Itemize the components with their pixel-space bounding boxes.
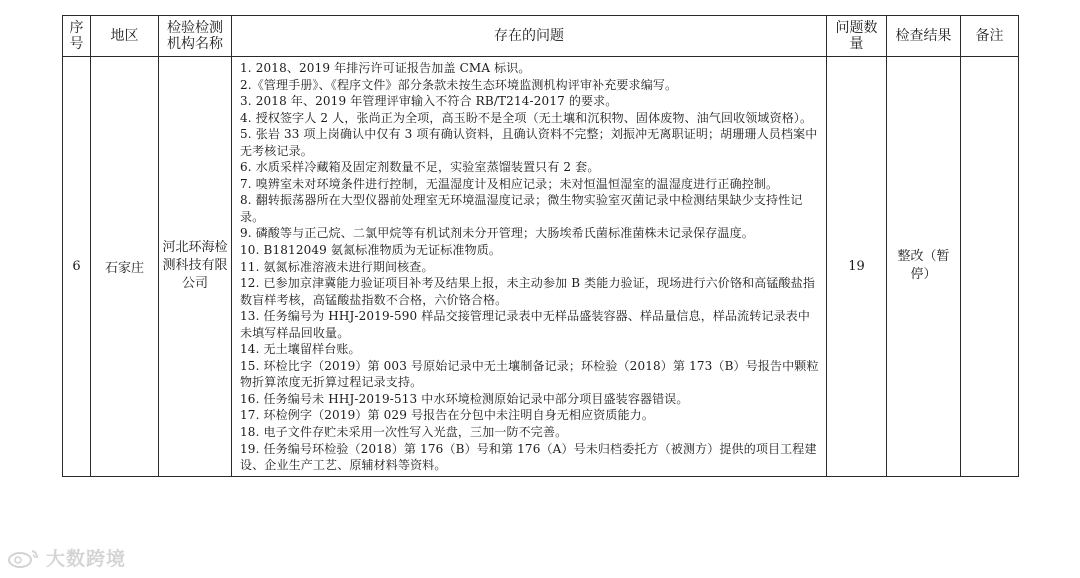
header-region: 地区 xyxy=(91,16,159,57)
problem-item: 4. 授权签字人 2 人，张尚正为全项，高玉盼不是全项（无土壤和沉积物、固体废物、油气回收领域资格）。 xyxy=(240,110,813,125)
cell-problems xyxy=(232,57,827,477)
header-remarks: 备注 xyxy=(961,16,1019,57)
cell-count: 19 xyxy=(827,57,887,477)
problem-item: 2.《管理手册》、《程序文件》部分条款未按生态环境监测机构评审补充要求编写。 xyxy=(240,77,678,92)
header-row xyxy=(63,16,1019,57)
problem-item: 11. 氨氮标准溶液未进行期间核查。 xyxy=(240,259,434,274)
problem-item: 3. 2018 年、2019 年管理评审输入不符合 RB/T214-2017 的要求。 xyxy=(240,94,618,109)
problem-item: 1. 2018、2019 年排污许可证报告加盖 CMA 标识。 xyxy=(240,61,531,75)
watermark-text: 大数跨境 xyxy=(46,548,127,570)
cell-result: 整改（暂停） xyxy=(887,57,961,477)
table-row xyxy=(63,57,1019,477)
problem-item: 14. 无土壤留样台账。 xyxy=(240,342,361,357)
problem-item: 15. 环检比字（2019）第 003 号原始记录中无土壤制备记录；环检验（2018）第 173（B）号报告中颗粒物折算浓度无折算过程记录支持。 xyxy=(240,358,819,390)
watermark xyxy=(6,544,126,571)
problem-list xyxy=(240,60,820,474)
header-result: 检查结果 xyxy=(887,16,961,57)
problem-item: 9. 磷酸等与正己烷、二氯甲烷等有机试剂未分开管理；大肠埃希氏菌标准菌株未记录保存温度。 xyxy=(240,226,754,241)
inspection-table xyxy=(62,15,1019,477)
problem-item: 10. B1812049 氨氮标准物质为无证标准物质。 xyxy=(240,243,502,258)
header-count: 问题数量 xyxy=(827,16,887,57)
problem-item: 13. 任务编号为 HHJ-2019-590 样品交接管理记录表中无样品盛装容器、样品量信息，样品流转记录表中未填写样品回收量。 xyxy=(240,309,811,340)
header-index: 序号 xyxy=(63,16,91,57)
problem-item: 7. 嗅辨室未对环境条件进行控制，无温湿度计及相应记录；未对恒温恒湿室的温湿度进行正确控制。 xyxy=(240,176,779,191)
cell-region: 石家庄 xyxy=(91,57,159,477)
header-institution: 检验检测机构名称 xyxy=(159,16,232,57)
problem-item: 17. 环检例字（2019）第 029 号报告在分包中未注明自身无相应资质能力。 xyxy=(240,408,654,423)
weibo-logo-icon xyxy=(6,547,42,569)
problem-item: 12. 已参加京津冀能力验证项目补考及结果上报，未主动参加 B 类能力验证，现场进行六价铬和高锰酸盐指数盲样考核，高锰酸盐指数不合格，六价铬合格。 xyxy=(240,276,815,307)
cell-index: 6 xyxy=(63,57,91,477)
problem-item: 16. 任务编号未 HHJ-2019-513 中水环境检测原始记录中部分项目盛装容器错误。 xyxy=(240,391,689,406)
cell-institution: 河北环海检测科技有限公司 xyxy=(159,57,232,477)
problem-item: 6. 水质采样冷藏箱及固定剂数量不足，实验室蒸馏装置只有 2 套。 xyxy=(240,160,600,175)
cell-remarks xyxy=(961,57,1019,477)
header-problems: 存在的问题 xyxy=(232,16,827,57)
problem-item: 5. 张岩 33 项上岗确认中仅有 3 项有确认资料，且确认资料不完整；刘振冲无离职证明；胡珊珊人员档案中无考核记录。 xyxy=(240,127,818,158)
problem-item: 19. 任务编号环检验（2018）第 176（B）号和第 176（A）号未归档委托方（被测方）提供的项目工程建设、企业生产工艺、原辅材料等资料。 xyxy=(240,441,817,473)
problem-item: 18. 电子文件存贮未采用一次性写入光盘，三加一防不完善。 xyxy=(240,425,568,440)
problem-item: 8. 翻转振荡器所在大型仪器前处理室无环境温湿度记录；微生物实验室灭菌记录中检测结果缺少支持性记录。 xyxy=(240,193,803,224)
